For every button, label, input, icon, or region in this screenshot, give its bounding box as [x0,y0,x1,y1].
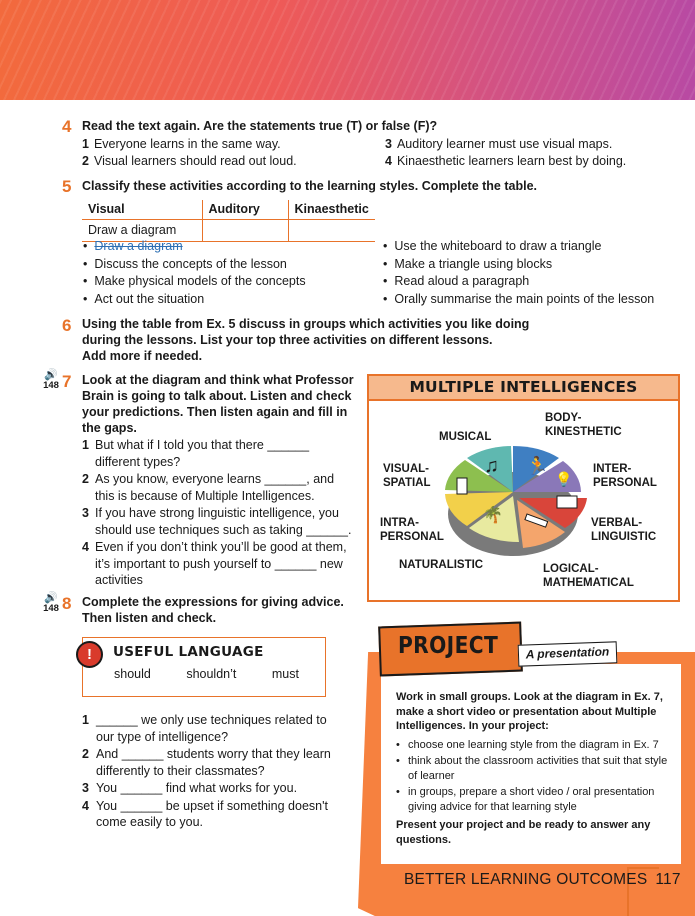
table-header: Auditory [202,200,288,220]
activities-list-left [82,238,306,308]
useful-language-title: USEFUL LANGUAGE [113,644,264,660]
page-footer [404,870,681,890]
diagram-title: MULTIPLE INTELLIGENCES [367,374,680,401]
useful-word: should [114,667,151,681]
project-instructions: Work in small groups. Look at the diagram in Ex. 7, make a short video or presentation about Multiple Intelligences. In your project: • choose one learning style from the diagram in Ex. 7 • think about the classroom activities that suit that style of learner • in groups, prepare a short video / oral presentation giving advice for that learning style Present your project and be ready to answer any questions. [396,690,676,847]
list-item: 4 You ______ be upset if something doesn't come easily to you. [82,798,328,829]
lightbulb-icon: 💡 [555,471,573,487]
label-logical-mathematical: LOGICAL- MATHEMATICAL [543,563,634,589]
list-item: • Read aloud a paragraph [382,273,654,291]
list-item: 3 If you have strong linguistic intelligence, you should use techniques such as taking ______. [82,506,352,537]
exercise-8-heading: Complete the expressions for giving advice. Then listen and check. [82,595,344,625]
label-body-kinesthetic: BODY- KINESTHETIC [545,412,622,438]
learning-styles-table [82,200,375,242]
list-item: 4 Even if you don’t think you’ll be good at them, it’s important to push yourself to ______ new activities [82,540,347,587]
speaker-icon: 🔊 [44,369,58,381]
project-tag-label: PROJECT [398,633,499,659]
exercise-4-heading: Read the text again. Are the statements true (T) or false (F)? [82,119,438,133]
exercise-6-heading: Using the table from Ex. 5 discuss in groups which activities you like doing during the lessons. List your top three activities on different lessons. Add more if needed. [82,317,530,363]
activities-list-right [382,238,654,308]
useful-word: shouldn’t [186,667,237,681]
list-item: • Use the whiteboard to draw a triangle [382,238,654,256]
list-item: 2 And ______ students worry that they learn differently to their classmates? [82,747,331,778]
list-item: 1 ______ we only use techniques related to our type of intelligence? [82,713,327,744]
list-item: • in groups, prepare a short video / oral presentation giving advice for that learning style [396,785,676,814]
ex7-gap-list [82,437,352,590]
project-subtitle: A presentation [518,641,618,666]
list-item: 1 But what if I told you that there ______ different types? [82,438,310,469]
useful-language-words [114,666,331,682]
ex4-item: 1 Everyone learns in the same way. [82,137,281,151]
exclamation-icon: ! [76,641,103,668]
label-naturalistic: NATURALISTIC [399,559,484,571]
ex4-item: 4 Kinaesthetic learners learn best by doing. [385,154,627,168]
table-cell[interactable]: Draw a diagram [82,220,202,241]
ex4-item: 2 Visual learners should read out loud. [82,154,297,168]
list-item: • choose one learning style from the diagram in Ex. 7 [396,738,676,753]
exercise-7-heading: Look at the diagram and think what Professor Brain is going to talk about. Listen and check your predictions. Then listen again and fill in the gaps. [82,373,354,435]
list-item: 3 You ______ find what works for you. [82,781,298,795]
running-person-icon: 🏃 [526,456,549,476]
list-item: • Make a triangle using blocks [382,256,654,274]
book-icon [557,496,577,508]
footer-title: BETTER LEARNING OUTCOMES [404,871,648,888]
palm-tree-icon: 🌴 [483,507,503,524]
header-banner [0,0,695,100]
label-verbal-linguistic: VERBAL- LINGUISTIC [591,517,657,543]
label-visual-spatial: VISUAL- SPATIAL [383,463,431,489]
music-note-icon: ♫ [484,455,499,477]
useful-language-box [82,637,326,697]
ex4-item: 3 Auditory learner must use visual maps. [385,137,613,151]
exercise-6-number: 6 [62,316,72,335]
label-interpersonal: INTER- PERSONAL [593,463,657,489]
speaker-icon: 🔊 [44,592,58,604]
exercise-5-number: 5 [62,177,72,196]
audio-track-8[interactable]: 🔊 148 [40,592,62,615]
label-musical: MUSICAL [439,431,492,443]
list-item: • Discuss the concepts of the lesson [82,256,306,274]
exercise-7-number: 7 [62,372,72,391]
exercise-4-number: 4 [62,117,72,136]
table-header: Visual [82,200,202,220]
list-item: 2 As you know, everyone learns ______, and this is because of Multiple Intelligences. [82,472,335,503]
list-item: • think about the classroom activities that suit that style of learner [396,754,676,783]
label-intrapersonal: INTRA- PERSONAL [380,517,444,543]
exercise-8-number: 8 [62,594,72,613]
audio-track-7[interactable]: 🔊 148 [40,369,62,392]
table-header: Kinaesthetic [288,200,375,220]
multiple-intelligences-diagram [367,374,680,602]
useful-word: must [271,667,299,681]
page-number: 117 [655,871,681,888]
list-item: • Draw a diagram [82,238,306,256]
exercise-5-heading: Classify these activities according to the learning styles. Complete the table. [82,179,537,193]
list-item: • Make physical models of the concepts [82,273,306,291]
ex8-gap-list [82,712,342,832]
tablet-icon [457,478,467,494]
list-item: • Orally summarise the main points of the lesson [382,291,654,309]
list-item: • Act out the situation [82,291,306,309]
